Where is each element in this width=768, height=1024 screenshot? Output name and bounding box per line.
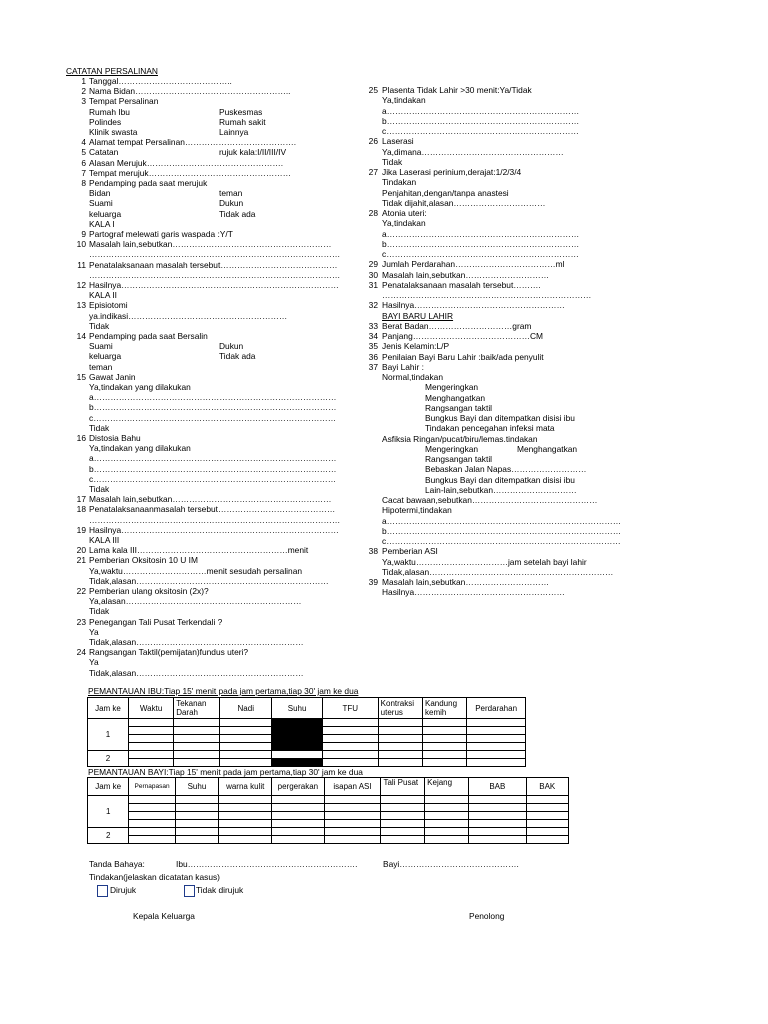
tindakan-label: Tindakan(jelaskan dicatatan kasus) (89, 872, 220, 882)
table-cell[interactable] (128, 759, 173, 767)
item-text-secondary: Dukun (219, 198, 244, 209)
item-text: Tidak,alasan………………………………………………………… (382, 566, 614, 577)
item-text: Penilaian Bayi Baru Lahir :baik/ada penyulit (382, 351, 544, 362)
item-text: Penatalaksanaan masalah tersebut…………………………………… (89, 259, 338, 270)
item-number: 38 (368, 546, 378, 557)
bayi-header-warna-kulit: warna kulit (219, 778, 272, 796)
bayi-jam-2: 2 (88, 828, 129, 844)
item-number: 25 (368, 85, 378, 95)
table-cell[interactable] (220, 759, 272, 767)
item-text: Tidak (89, 422, 110, 433)
item-text: Tidak (382, 156, 403, 167)
item-text: Ya,tindakan yang dilakukan (89, 382, 191, 392)
table-cell[interactable] (219, 820, 272, 828)
table-cell[interactable] (423, 719, 467, 727)
table-cell[interactable] (378, 719, 422, 727)
item-number: 6 (81, 157, 86, 168)
item-number: 4 (81, 137, 86, 148)
item-text: KALA I (89, 218, 115, 229)
table-cell[interactable] (425, 820, 469, 828)
item-text: c………………………………………………………………………… (382, 536, 621, 546)
item-text: Hipotermi,tindakan (382, 505, 452, 516)
table-cell[interactable] (272, 820, 324, 828)
item-text: Masalah lain,sebutkan………………………… (382, 577, 550, 587)
table-cell[interactable] (469, 812, 526, 820)
bayi-monitoring-table (87, 777, 569, 844)
item-text: Pemberian ulang oksitosin (2x)? (89, 586, 209, 596)
table-cell[interactable] (381, 820, 425, 828)
item-text: Ya,tindakan (382, 95, 426, 106)
item-text: Alamat tempat Persalinan…………………………………. (89, 137, 297, 148)
item-number: 36 (368, 351, 378, 362)
item-text: Tidak (89, 484, 110, 494)
table-cell[interactable] (324, 804, 381, 812)
item-text: KALA III (89, 535, 120, 545)
table-cell[interactable] (175, 820, 218, 828)
bayi-header-pergerakan: pergerakan (272, 778, 324, 796)
item-text: Penegangan Tali Pusat Terkendali ? (89, 616, 223, 627)
table-cell[interactable] (526, 796, 568, 804)
table-cell[interactable] (174, 751, 220, 759)
table-cell[interactable] (423, 727, 467, 735)
item-text: Ya,waktu……………………………jam setelah bayi lahir (382, 556, 587, 567)
table-cell[interactable] (322, 743, 378, 751)
item-text: ……………………………………………………………………………… (89, 269, 341, 280)
item-text: Berat Badan…………………………gram (382, 320, 532, 331)
item-text: Masalah lain,sebutkan………………………… (382, 269, 550, 280)
table-cell[interactable] (272, 796, 324, 804)
item-number: 11 (77, 259, 86, 270)
table-cell[interactable] (381, 828, 425, 836)
item-text: a…………………………………………………………………………… (89, 453, 337, 464)
item-number: 17 (76, 494, 86, 505)
table-cell[interactable] (467, 735, 526, 743)
item-text: Rangsangan taktil (425, 402, 493, 413)
item-text: Bebaskan Jalan Napas……………………… (425, 464, 587, 475)
table-cell[interactable] (378, 743, 422, 751)
ibu-header-suhu: Suhu (272, 698, 323, 719)
table-cell[interactable] (423, 759, 467, 767)
item-text: Normal,tindakan (382, 372, 443, 382)
item-text-secondary: Dukun (219, 341, 244, 352)
table-cell[interactable] (129, 820, 175, 828)
item-text: Jumlah Perdarahan………………………………ml (382, 259, 565, 270)
item-text-secondary: teman (219, 188, 243, 199)
table-cell[interactable] (175, 836, 218, 844)
kepala-keluarga-signature: Kepala Keluarga (133, 911, 195, 921)
item-text: Penatalaksanaan masalah tersebut………. (382, 279, 541, 290)
item-number: 16 (76, 433, 86, 443)
item-number: 27 (368, 167, 378, 177)
table-cell[interactable] (129, 828, 175, 836)
item-text: a…………………………………………………………… (382, 105, 580, 116)
penolong-signature: Penolong (469, 911, 505, 921)
table-cell[interactable] (220, 735, 272, 743)
table-cell[interactable] (324, 836, 381, 844)
item-text: Polindes (89, 116, 122, 127)
item-text: b…………………………………………………………………………… (89, 402, 337, 413)
table-cell[interactable] (219, 796, 272, 804)
table-cell[interactable] (128, 751, 173, 759)
item-number: 14 (76, 331, 86, 341)
item-number: 32 (368, 300, 378, 311)
item-number: 10 (76, 239, 86, 250)
table-cell[interactable] (174, 719, 220, 727)
table-cell[interactable] (324, 812, 381, 820)
table-cell[interactable] (469, 804, 526, 812)
item-text-secondary: rujuk kala:I/II/III/IV (219, 147, 287, 158)
item-number: 33 (368, 320, 378, 331)
table-cell[interactable] (425, 836, 469, 844)
table-cell[interactable] (469, 836, 526, 844)
item-text: Alasan Merujuk…………………………………………. (89, 157, 284, 168)
ibu-monitoring-table (87, 697, 526, 767)
ibu-jam-1: 1 (88, 719, 129, 751)
table-cell[interactable] (526, 828, 568, 836)
table-cell[interactable] (219, 828, 272, 836)
table-cell[interactable] (425, 828, 469, 836)
ibu-jam-2: 2 (88, 751, 129, 767)
item-number: 26 (368, 136, 378, 147)
table-cell[interactable] (175, 812, 218, 820)
ibu-header-jam: Jam ke (88, 698, 129, 719)
item-text: Tidak,alasan…………………………………………………… (89, 667, 304, 678)
item-text: a…………………………………………………………………………… (89, 392, 337, 403)
table-cell[interactable] (272, 751, 323, 759)
item-number: 39 (368, 577, 378, 587)
item-text: Rumah Ibu (89, 106, 130, 117)
item-text: c…………………………………………………………………………… (89, 473, 337, 484)
item-text: Ya,tindakan (382, 218, 426, 229)
dirujuk-label: Dirujuk (110, 885, 137, 895)
item-text: teman (89, 361, 113, 372)
item-text: Tidak (89, 320, 110, 331)
item-text: Masalah lain,sebutkan………………………………………………… (89, 239, 332, 250)
table-cell[interactable] (425, 796, 469, 804)
shaded-cell (272, 735, 323, 743)
table-cell[interactable] (219, 812, 272, 820)
item-text-secondary: Menghangatkan (517, 443, 578, 454)
item-text-secondary: Rumah sakit (219, 116, 266, 127)
item-text-secondary: Tidak ada (219, 208, 256, 219)
item-text: Ya (89, 657, 99, 668)
item-number: 30 (368, 269, 378, 280)
item-number: 8 (81, 178, 86, 188)
item-text: KALA II (89, 290, 117, 301)
table-cell[interactable] (378, 759, 422, 767)
ibu-header-waktu: Waktu (128, 698, 173, 719)
item-number: 1 (81, 76, 86, 86)
item-text: Episiotomi (89, 300, 128, 311)
shaded-cell (272, 759, 323, 767)
item-text: Hasilnya……………………………………………… (382, 587, 565, 598)
item-number: 34 (368, 331, 378, 341)
item-number: 23 (76, 616, 86, 627)
item-text: Tempat Persalinan (89, 96, 159, 107)
item-text: Laserasi (382, 136, 414, 147)
shaded-cell (272, 719, 323, 727)
item-text: keluarga (89, 351, 122, 362)
item-text: keluarga (89, 208, 122, 219)
table-cell[interactable] (526, 820, 568, 828)
page-title: CATATAN PERSALINAN (66, 66, 158, 76)
table-cell[interactable] (425, 812, 469, 820)
table-cell[interactable] (381, 804, 425, 812)
item-number: 19 (76, 524, 86, 535)
ibu-header-kontraksi-uterus: Kontraksi uterus (378, 698, 422, 719)
shaded-cell (272, 727, 323, 735)
item-text: Partograf melewati garis waspada :Y/T (89, 229, 233, 239)
item-text: Distosia Bahu (89, 433, 141, 443)
item-text: a…………………………………………………………… (382, 228, 580, 239)
table-cell[interactable] (220, 727, 272, 735)
item-text: Hasilnya…………………………………………………………………… (89, 524, 339, 535)
item-text: Gawat Janin (89, 371, 136, 382)
item-text: BAYI BARU LAHIR (382, 310, 454, 321)
table-cell[interactable] (381, 836, 425, 844)
item-text: Mengeringkan (425, 382, 479, 393)
table-cell[interactable] (322, 735, 378, 743)
table-cell[interactable] (467, 751, 526, 759)
item-text: Menghangatkan (425, 392, 486, 403)
item-text: Tindakan (382, 177, 417, 188)
bayi-header-bak: BAK (526, 778, 568, 796)
table-cell[interactable] (423, 735, 467, 743)
item-text: b………………………………………………………………………… (382, 525, 622, 536)
item-text: ……………………………………………………………………………… (89, 514, 341, 525)
item-number: 24 (76, 647, 86, 658)
table-cell[interactable] (423, 751, 467, 759)
table-cell[interactable] (324, 828, 381, 836)
table-cell[interactable] (467, 759, 526, 767)
table-cell[interactable] (128, 735, 173, 743)
table-cell[interactable] (467, 719, 526, 727)
ibu-header-nadi: Nadi (220, 698, 272, 719)
item-text: Tidak,alasan…………………………………………………………… (89, 575, 329, 586)
item-text: Atonia uteri: (382, 208, 427, 218)
item-text: Ya,dimana…………………………………………… (382, 146, 564, 157)
item-text: ……………………………………………………………………………… (89, 249, 341, 260)
bayi-header-bab: BAB (469, 778, 526, 796)
tanda-bahaya-ibu: Ibu……………………………………………………. (176, 859, 358, 869)
item-text: Jika Laserasi perinium,derajat:1/2/3/4 (382, 167, 522, 177)
item-text: Hasilnya……………………………………………… (382, 300, 565, 311)
table-cell[interactable] (175, 804, 218, 812)
tidak-dirujuk-checkbox[interactable] (184, 885, 195, 897)
item-text: Tidak (89, 606, 110, 617)
shaded-cell (272, 743, 323, 751)
item-text: Pendamping pada saat merujuk (89, 178, 208, 188)
item-number: 35 (368, 341, 378, 352)
bayi-header-isapan-asi: isapan ASI (324, 778, 381, 796)
table-cell[interactable] (322, 759, 378, 767)
table-cell[interactable] (467, 727, 526, 735)
table-cell[interactable] (378, 727, 422, 735)
item-text: Penjahitan,dengan/tanpa anastesi (382, 187, 509, 198)
item-text: Tidak,alasan…………………………………………………… (89, 637, 304, 647)
tanda-bahaya-label: Tanda Bahaya: (89, 859, 145, 869)
table-cell[interactable] (322, 727, 378, 735)
item-text-secondary: Puskesmas (219, 106, 263, 117)
table-cell[interactable] (322, 719, 378, 727)
ibu-header-tfu: TFU (322, 698, 378, 719)
item-text: b…………………………………………………………… (382, 115, 580, 126)
item-text: Ya,tindakan yang dilakukan (89, 443, 191, 454)
item-number: 15 (76, 371, 86, 382)
item-number: 12 (76, 280, 86, 290)
item-text: Mengeringkan (425, 443, 479, 454)
item-text-secondary: Lainnya (219, 127, 249, 137)
item-text: Plasenta Tidak Lahir >30 menit:Ya/Tidak (382, 85, 532, 95)
bayi-header-tali-pusat: Tali Pusat (381, 778, 425, 796)
table-cell[interactable] (220, 743, 272, 751)
table-cell[interactable] (526, 836, 568, 844)
item-text: Bungkus Bayi dan ditempatkan disisi ibu (425, 474, 575, 485)
item-number: 3 (81, 96, 86, 107)
bayi-header-kejang: Kejang (425, 778, 469, 796)
item-number: 31 (368, 279, 378, 290)
table-cell[interactable] (381, 796, 425, 804)
bayi-header-jam: Jam ke (88, 778, 129, 796)
table-cell[interactable] (378, 751, 422, 759)
table-cell[interactable] (469, 828, 526, 836)
item-text: c…………………………………………………………… (382, 249, 579, 259)
item-text: Klinik swasta (89, 127, 138, 137)
dirujuk-checkbox[interactable] (97, 885, 108, 897)
item-text: Suami (89, 341, 113, 352)
item-text: Penatalaksanaanmasalah tersebut…………………………………… (89, 504, 336, 515)
table-cell[interactable] (381, 812, 425, 820)
table-cell[interactable] (324, 820, 381, 828)
item-text: Tidak dijahit,alasan…………………………… (382, 197, 546, 208)
item-text: Ya,waktu…………………………menit sesudah persalinan (89, 565, 303, 576)
item-number: 13 (76, 300, 86, 311)
item-text: Tanggal………………………………….. (89, 76, 232, 86)
item-text: c…………………………………………………………… (382, 126, 579, 136)
item-number: 9 (81, 229, 86, 239)
item-text: Nama Bidan……………………………………………….. (89, 86, 291, 97)
table-cell[interactable] (322, 751, 378, 759)
item-text: Panjang……………………………………CM (382, 331, 544, 341)
ibu-header-tekanan-darah: Tekanan Darah (174, 698, 220, 719)
table-cell[interactable] (469, 820, 526, 828)
table-cell[interactable] (174, 759, 220, 767)
item-number: 37 (368, 361, 378, 372)
item-number: 7 (81, 167, 86, 178)
tanda-bahaya-bayi: Bayi……………………………………. (383, 859, 519, 869)
item-text: Masalah lain,sebutkan………………………………………………… (89, 494, 332, 505)
table-cell[interactable] (128, 719, 173, 727)
table-cell[interactable] (425, 804, 469, 812)
table-cell[interactable] (272, 828, 324, 836)
table-cell[interactable] (423, 743, 467, 751)
table-cell[interactable] (129, 804, 175, 812)
table-cell[interactable] (175, 828, 218, 836)
table-cell[interactable] (526, 812, 568, 820)
item-text: Pemberian ASI (382, 546, 438, 557)
table-cell[interactable] (174, 743, 220, 751)
table-cell[interactable] (219, 804, 272, 812)
item-text: Asfiksia Ringan/pucat/biru/lemas.tindakan (382, 433, 538, 444)
table-cell[interactable] (272, 804, 324, 812)
ibu-header-kandung-kemih: Kandung kemih (423, 698, 467, 719)
table-cell[interactable] (129, 796, 175, 804)
table-cell[interactable] (526, 804, 568, 812)
item-text: Tempat merujuk…………………………………………… (89, 167, 291, 178)
table-cell[interactable] (175, 796, 218, 804)
tidak-dirujuk-label: Tidak dirujuk (196, 885, 244, 895)
item-text: Pemberian Oksitosin 10 U IM (89, 555, 198, 566)
item-text: ya.indikasi………………………………………………… (89, 310, 288, 321)
item-text: Rangsangan Taktil(pemijatan)fundus uteri? (89, 647, 249, 658)
item-text: b…………………………………………………………………………… (89, 463, 337, 474)
item-text: Lama kala III………………………………………………menit (89, 545, 309, 556)
item-text: Rangsangan taktil (425, 454, 493, 464)
item-text: a………………………………………………………………………… (382, 515, 622, 526)
table-cell[interactable] (128, 727, 173, 735)
item-number: 22 (76, 586, 86, 596)
ibu-table-caption: PEMANTAUAN IBU:Tiap 15' menit pada jam pertama,tiap 30' jam ke dua (88, 686, 359, 696)
table-cell[interactable] (129, 836, 175, 844)
table-cell[interactable] (219, 836, 272, 844)
bayi-header-pernapasan: Pernapasan (129, 778, 175, 796)
item-text: Cacat bawaan,sebutkan……………………………………… (382, 495, 598, 505)
item-text: Catatan (89, 147, 119, 158)
item-text: Bayi Lahir : (382, 361, 424, 372)
item-number: 18 (76, 504, 86, 515)
item-text: c…………………………………………………………………………… (89, 412, 337, 423)
item-text: Ya,alasan……………………………………………………… (89, 596, 302, 607)
item-number: 20 (76, 545, 86, 556)
table-cell[interactable] (272, 812, 324, 820)
table-cell[interactable] (467, 743, 526, 751)
item-text: Bungkus Bayi dan ditempatkan disisi ibu (425, 413, 575, 423)
table-cell[interactable] (324, 796, 381, 804)
item-number: 28 (368, 208, 378, 218)
item-text: Jenis Kelamin:L/P (382, 341, 450, 352)
item-number: 21 (76, 555, 86, 566)
table-cell[interactable] (469, 796, 526, 804)
table-cell[interactable] (378, 735, 422, 743)
table-cell[interactable] (128, 743, 173, 751)
table-cell[interactable] (272, 836, 324, 844)
table-cell[interactable] (174, 735, 220, 743)
table-cell[interactable] (220, 719, 272, 727)
bayi-header-suhu: Suhu (175, 778, 218, 796)
item-text: Pendamping pada saat Bersalin (89, 331, 208, 341)
item-text: Bidan (89, 188, 111, 199)
item-text: Ya (89, 626, 99, 637)
item-text: Lain-lain,sebutkan………………………… (425, 484, 577, 495)
item-text: b…………………………………………………………… (382, 238, 580, 249)
bayi-jam-1: 1 (88, 796, 129, 828)
item-number: 29 (368, 259, 378, 270)
bayi-table-caption: PEMANTAUAN BAYI:Tiap 15' menit pada jam pertama,tiap 30' jam ke dua (88, 767, 363, 777)
item-number: 2 (81, 86, 86, 97)
item-text-secondary: Tidak ada (219, 351, 256, 362)
table-cell[interactable] (174, 727, 220, 735)
item-text: Hasilnya…………………………………………………………………… (89, 280, 339, 290)
item-text: ………………………………………………………………… (382, 290, 592, 300)
ibu-header-perdarahan: Perdarahan (467, 698, 526, 719)
table-cell[interactable] (129, 812, 175, 820)
item-text: Suami (89, 198, 113, 209)
item-number: 5 (81, 147, 86, 158)
table-cell[interactable] (220, 751, 272, 759)
item-text: Tindakan pencegahan infeksi mata (425, 423, 555, 434)
